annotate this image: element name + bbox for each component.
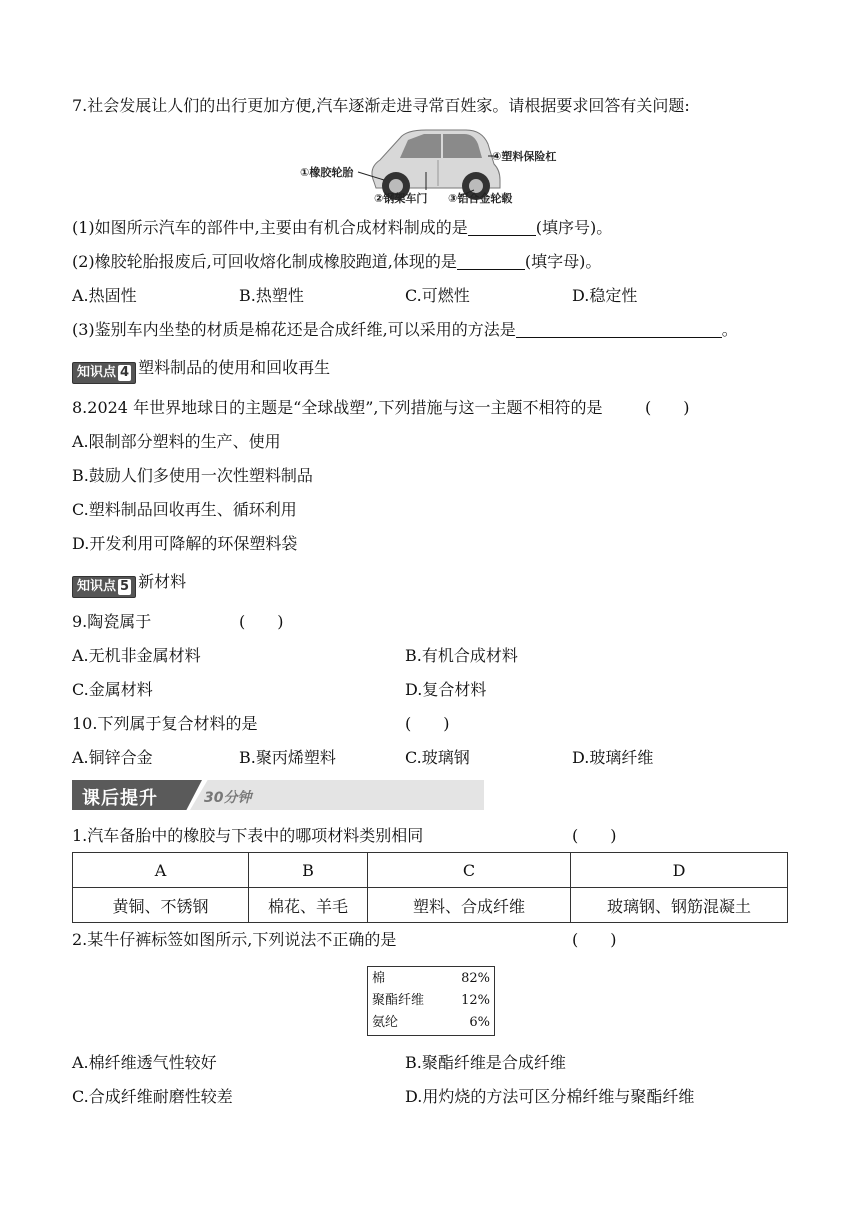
table-header: C (368, 853, 571, 888)
q9-answer-paren[interactable]: ( ) (239, 612, 284, 631)
q7-part2 (72, 252, 601, 272)
h2-stem: 2.某牛仔裤标签如图所示,下列说法不正确的是 (72, 930, 397, 949)
table-cell: 玻璃钢、钢筋混凝土 (571, 888, 788, 923)
section-banner (72, 780, 484, 810)
kp5-heading (72, 572, 186, 598)
materials-table (72, 852, 788, 923)
table-cell: 塑料、合成纤维 (368, 888, 571, 923)
q7-part1-text: (1)如图所示汽车的部件中,主要由有机合成材料制成的是 (72, 218, 468, 237)
q7-option-c: C.可燃性 (405, 286, 470, 305)
kp4-title: 塑料制品的使用和回收再生 (138, 358, 331, 377)
q10-option-a: A.铜锌合金 (72, 748, 153, 767)
kp5-badge: 知识点 5 (72, 576, 136, 598)
q10-option-b: B.聚丙烯塑料 (239, 748, 336, 767)
q8-stem: 8.2024 年世界地球日的主题是“全球战塑”,下列措施与这一主题不相符的是 (72, 398, 603, 417)
kp4-badge: 知识点 4 (72, 362, 136, 384)
kp5-title: 新材料 (138, 572, 187, 591)
table-header: A (73, 853, 249, 888)
q7-part3-suffix: 。 (721, 320, 738, 339)
q7-part2-suffix: (填字母)。 (524, 252, 602, 271)
q9-option-d: D.复合材料 (405, 680, 487, 699)
table-header: B (249, 853, 368, 888)
label-row: 聚酯纤维 12% (372, 993, 490, 1008)
q7-part3 (72, 320, 738, 340)
q8-option-c: C.塑料制品回收再生、循环利用 (72, 500, 297, 519)
q9-option-b: B.有机合成材料 (405, 646, 518, 665)
q9-option-c: C.金属材料 (72, 680, 153, 699)
q8-answer-paren[interactable]: ( ) (645, 398, 690, 417)
q7-part2-blank[interactable] (457, 253, 525, 270)
q10-option-d: D.玻璃纤维 (572, 748, 654, 767)
section-time: 30分钟 (204, 790, 252, 806)
q9-option-a: A.无机非金属材料 (72, 646, 201, 665)
table-header: D (571, 853, 788, 888)
q10-stem: 10.下列属于复合材料的是 (72, 714, 258, 733)
q7-part1-blank[interactable] (468, 219, 536, 236)
h2-answer-paren[interactable]: ( ) (572, 930, 617, 949)
q9-stem: 9.陶瓷属于 (72, 612, 152, 631)
q7-part3-blank[interactable] (516, 321, 722, 338)
table-row (73, 888, 788, 923)
label-row: 氨纶 6% (372, 1015, 490, 1030)
h1-answer-paren[interactable]: ( ) (572, 826, 617, 845)
q7-part3-text: (3)鉴别车内坐垫的材质是棉花还是合成纤维,可以采用的方法是 (72, 320, 516, 339)
q8-option-d: D.开发利用可降解的环保塑料袋 (72, 534, 298, 553)
h2-option-c: C.合成纤维耐磨性较差 (72, 1087, 233, 1106)
q10-option-c: C.玻璃钢 (405, 748, 470, 767)
h2-option-b: B.聚酯纤维是合成纤维 (405, 1053, 566, 1072)
car-label-door: ②钢架车门 (374, 192, 428, 205)
section-title: 课后提升 (82, 788, 158, 809)
q7-part2-text: (2)橡胶轮胎报废后,可回收熔化制成橡胶跑道,体现的是 (72, 252, 457, 271)
q7-stem: 7.社会发展让人们的出行更加方便,汽车逐渐走进寻常百姓家。请根据要求回答有关问题: (72, 96, 690, 115)
car-label-hub: ③铝合金轮毂 (448, 192, 513, 205)
car-label-tire: ①橡胶轮胎 (300, 166, 354, 179)
car-label-bumper: ④塑料保险杠 (492, 150, 557, 163)
q7-option-b: B.热塑性 (239, 286, 304, 305)
car-figure (296, 124, 596, 210)
h2-option-a: A.棉纤维透气性较好 (72, 1053, 217, 1072)
table-header-row (73, 853, 788, 888)
jeans-label (367, 966, 495, 1036)
h1-stem: 1.汽车备胎中的橡胶与下表中的哪项材料类别相同 (72, 826, 424, 845)
label-row: 棉 82% (372, 971, 490, 986)
q7-part1-suffix: (填序号)。 (535, 218, 613, 237)
q10-answer-paren[interactable]: ( ) (405, 714, 450, 733)
q8-option-b: B.鼓励人们多使用一次性塑料制品 (72, 466, 313, 485)
table-cell: 黄铜、不锈钢 (73, 888, 249, 923)
q7-part1 (72, 218, 612, 238)
q7-option-d: D.稳定性 (572, 286, 638, 305)
q8-option-a: A.限制部分塑料的生产、使用 (72, 432, 281, 451)
table-cell: 棉花、羊毛 (249, 888, 368, 923)
q7-option-a: A.热固性 (72, 286, 137, 305)
h2-option-d: D.用灼烧的方法可区分棉纤维与聚酯纤维 (405, 1087, 695, 1106)
kp4-heading (72, 358, 330, 384)
